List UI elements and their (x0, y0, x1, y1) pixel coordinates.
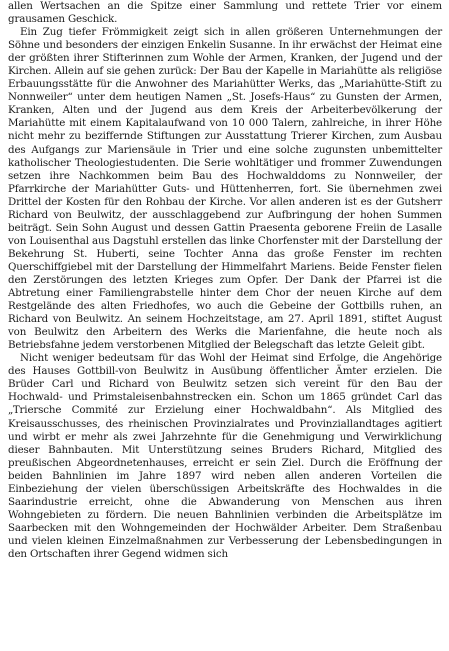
paragraph-1: allen Wertsachen an die Spitze einer Sammlung und rettete Trier vor einem grausamen Geschick. (8, 0, 442, 26)
paragraph-2: Ein Zug tiefer Frömmigkeit zeigt sich in allen größeren Unternehmungen der Söhne und besonders der einzigen Enkelin Susanne. In ihr erwächst der Heimat eine der größten ihrer Stifterinnen zum Wohle der Armen, Kranken, der Jugend und der Kirchen. Allein auf sie gehen zurück: Der Bau der Kapelle in Mariahütte als religiöse Erbauungsstätte für die Anwohner des Mariahütter Werks, das „Mariahütte-Stift zu Nonnweiler“ unter dem heutigen Namen „St. Josefs-Haus“ zu Gunsten der Armen, Kranken, Alten und der Jugend aus dem Kreis der Arbeiterbevölkerung der Mariahütte mit einem Kapitalaufwand von 10 000 Talern, zahlreiche, in ihrer Höhe nicht mehr zu beziffernde Stiftungen zur Ausstattung Trierer Kirchen, zum Ausbau des Aufgangs zur Mariensäule in Trier und eine solche zugunsten unbemittelter katholischer Theologiestudenten. Die Serie wohltätiger und frommer Zuwendungen setzen ihre Nachkommen beim Bau des Hochwalddoms zu Nonnweiler, der Pfarrkirche der Mariahütter Guts- und Hüttenherren, fort. Sie übernehmen zwei Drittel der Kosten für den Rohbau der Kirche. Vor allen anderen ist es der Gutsherr Richard von Beulwitz, der ausschlaggebend zur Aufbringung der hohen Summen beiträgt. Sein Sohn August und dessen Gattin Praesenta geborene Freiin de Lasalle von Louisenthal aus Dagstuhl erstellen das linke Chorfenster mit der Darstellung der Bekehrung St. Huberti, seine Tochter Anna das große Fenster im rechten Querschiffgiebel mit der Darstellung der Himmelfahrt Mariens. Beide Fenster fielen den Zerstörungen des letzten Krieges zum Opfer. Der Dank der Pfarrei ist die Abtretung einer Familiengrabstelle hinter dem Chor der neuen Kirche auf dem Restgelände des alten Friedhofes, wo auch die Gebeine der Gottbills ruhen, an Richard von Beulwitz. An seinem Hochzeitstage, am 27. April 1891, stiftet August von Beulwitz den Arbeitern des Werks die Marienfahne, die heute noch als Betriebsfahne jedem verstorbenen Mitglied der Belegschaft das letzte Geleit gibt. (8, 26, 442, 352)
document-page (8, 0, 442, 561)
paragraph-3: Nicht weniger bedeutsam für das Wohl der Heimat sind Erfolge, die Angehörige des Hauses Gottbill-von Beulwitz in Ausübung öffentlicher Ämter erzielen. Die Brüder Carl und Richard von Beulwitz setzen sich vereint für den Bau der Hochwald- und Primstaleisenbahnstrecken ein. Schon um 1865 gründet Carl das „Triersche Commité zur Erzielung einer Hochwaldbahn“. Als Mitglied des Kreisausschusses, des rheinischen Provinzialrates und Provinziallandtages agitiert und wirbt er mehr als zwei Jahrzehnte für die Genehmigung und Verwirklichung dieser Bahnbauten. Mit Unterstützung seines Bruders Richard, Mitglied des preußischen Abgeordnetenhauses, erreicht er sein Ziel. Durch die Eröffnung der beiden Bahnlinien im Jahre 1897 wird neben allen anderen Vorteilen die Einbeziehung der vielen überschüssigen Arbeitskräfte des Hochwaldes in die Saarindustrie erreicht, ohne die Abwanderung von Menschen aus ihren Wohngebieten zu fördern. Die neuen Bahnlinien verbinden die Arbeitsplätze im Saarbecken mit den Wohngemeinden der Hochwälder Arbeiter. Dem Straßenbau und vielen kleinen Einzelmaßnahmen zur Verbesserung der Lebensbedingungen in den Ortschaften ihrer Gegend widmen sich (8, 352, 442, 560)
